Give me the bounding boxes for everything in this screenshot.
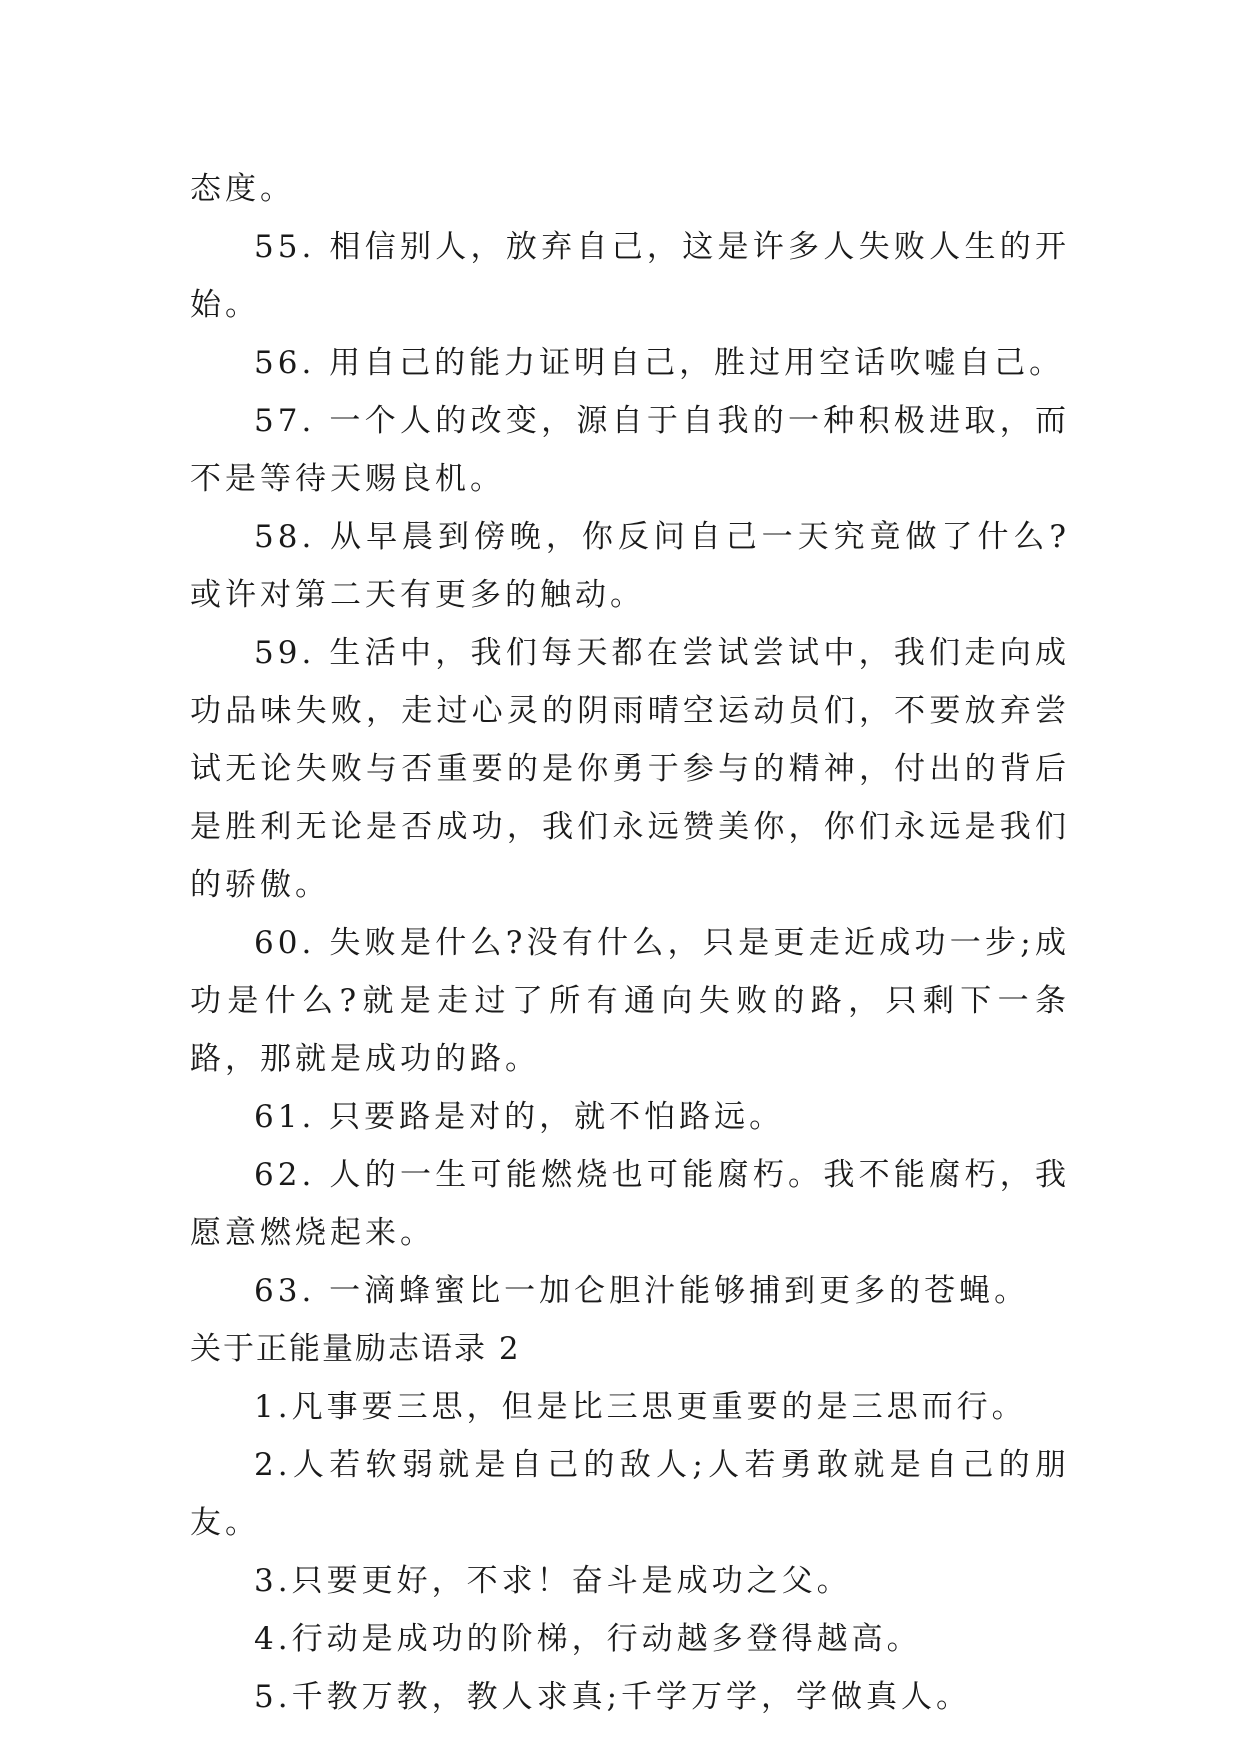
paragraph-continuation: 态度。 (190, 171, 295, 207)
quote-57: 57. 一个人的改变，源自于自我的一种积极进取，而不是等待天赐良机。 (190, 403, 1070, 497)
section-item-5: 5.千教万教，教人求真;千学万学，学做真人。 (254, 1679, 972, 1715)
section-item-2: 2.人若软弱就是自己的敌人;人若勇敢就是自己的朋友。 (190, 1447, 1070, 1541)
section-item-3: 3.只要更好，不求！奋斗是成功之父。 (254, 1563, 852, 1599)
section-item-1: 1.凡事要三思，但是比三思更重要的是三思而行。 (254, 1389, 1027, 1425)
quote-61: 61. 只要路是对的，就不怕路远。 (254, 1099, 785, 1135)
quote-62: 62. 人的一生可能燃烧也可能腐朽。我不能腐朽，我愿意燃烧起来。 (190, 1157, 1070, 1251)
quote-55: 55. 相信别人，放弃自己，这是许多人失败人生的开始。 (190, 229, 1070, 323)
quote-63: 63. 一滴蜂蜜比一加仑胆汁能够捕到更多的苍蝇。 (254, 1273, 1030, 1309)
quote-60: 60. 失败是什么?没有什么，只是更走近成功一步;成功是什么?就是走过了所有通向失败的路，只剩下一条路，那就是成功的路。 (190, 925, 1070, 1077)
quote-56: 56. 用自己的能力证明自己，胜过用空话吹嘘自己。 (254, 345, 1065, 381)
quote-59: 59. 生活中，我们每天都在尝试尝试中，我们走向成功品味失败，走过心灵的阴雨晴空运动员们，不要放弃尝试无论失败与否重要的是你勇于参与的精神，付出的背后是胜利无论是否成功，我们永远赞美你，你们永远是我们的骄傲。 (190, 635, 1070, 903)
document-body (190, 160, 1070, 1726)
quote-58: 58. 从早晨到傍晚，你反问自己一天究竟做了什么?或许对第二天有更多的触动。 (190, 519, 1070, 613)
section-heading: 关于正能量励志语录 2 (190, 1331, 521, 1367)
section-item-4: 4.行动是成功的阶梯，行动越多登得越高。 (254, 1621, 922, 1657)
